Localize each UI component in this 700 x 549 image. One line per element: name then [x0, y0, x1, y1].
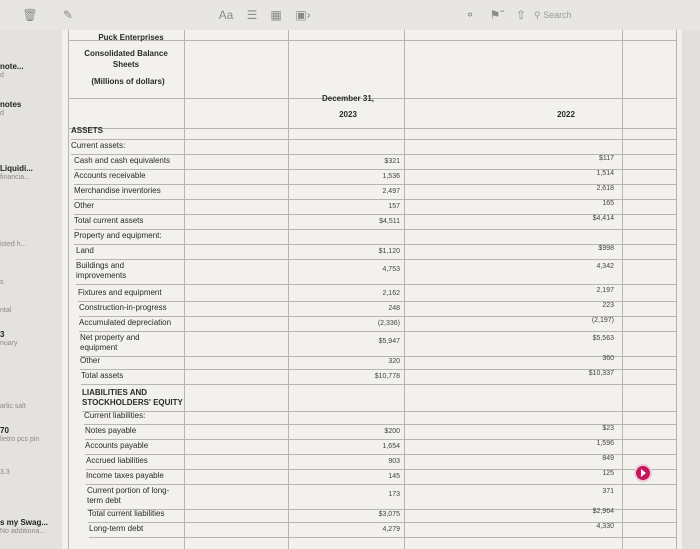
value-2023: (2,336) — [377, 320, 400, 327]
column-header-2023: 2023 — [339, 110, 357, 119]
value-2023: $1,120 — [378, 248, 400, 255]
row-divider — [82, 411, 676, 412]
sidebar-note-item[interactable]: 3 nuary — [0, 330, 18, 347]
row-label-continued: equipment — [80, 343, 118, 352]
row-label: Land — [76, 246, 94, 255]
value-2022: 849 — [602, 455, 614, 462]
row-label: Buildings and — [76, 261, 125, 270]
grid-line — [68, 30, 69, 549]
value-2022: 360 — [602, 355, 614, 362]
value-2022: $4,414 — [592, 215, 614, 222]
value-2022: 223 — [602, 302, 614, 309]
row-label: Current portion of long- — [87, 486, 170, 495]
value-2023: $321 — [384, 158, 400, 165]
toolbar — [0, 0, 700, 31]
collaborate-icon[interactable]: ⚬ — [464, 8, 476, 22]
row-label: LIABILITIES AND — [82, 388, 148, 397]
row-label: Total current assets — [74, 216, 144, 225]
compose-icon[interactable]: ✎ — [62, 8, 74, 22]
row-label-continued: STOCKHOLDERS' EQUITY — [82, 398, 183, 407]
row-label: Other — [74, 201, 95, 210]
value-2022: 2,197 — [596, 287, 614, 294]
row-label: Net property and — [80, 333, 140, 342]
row-divider — [81, 384, 676, 385]
row-divider — [74, 229, 676, 230]
value-2022: 1,596 — [596, 440, 614, 447]
row-label: Accrued liabilities — [86, 456, 148, 465]
value-2023: $200 — [384, 428, 400, 435]
value-2023: $10,778 — [374, 373, 400, 380]
value-2023: 173 — [388, 491, 400, 498]
value-2023: 1,654 — [382, 443, 400, 450]
value-2022: $998 — [598, 245, 614, 252]
search-icon: ⚲ — [534, 10, 541, 20]
value-2023: 4,279 — [382, 526, 400, 533]
grid-line — [404, 30, 405, 549]
value-2023: $4,511 — [379, 218, 400, 225]
row-label: Other — [80, 356, 101, 365]
row-label-continued: improvements — [76, 271, 127, 280]
format-text-button[interactable]: Aa — [218, 8, 234, 22]
value-2023: 2,162 — [382, 290, 400, 297]
value-2022: $2,964 — [592, 508, 614, 515]
row-divider — [79, 331, 676, 332]
media-icon[interactable]: ▣› — [295, 8, 311, 22]
row-label: Total current liabilities — [88, 509, 165, 518]
sidebar-note-item[interactable]: notes d — [0, 100, 22, 117]
value-2022: 125 — [602, 470, 614, 477]
column-header-2022: 2022 — [557, 110, 575, 119]
sidebar-note-item[interactable]: isted h... — [0, 241, 27, 248]
value-2022: $23 — [602, 425, 614, 432]
row-label: Accounts receivable — [74, 171, 146, 180]
row-label: Total assets — [81, 371, 124, 380]
value-2023: 320 — [388, 358, 400, 365]
grid-line — [676, 30, 677, 549]
row-divider — [86, 484, 676, 485]
row-label: Current assets: — [71, 141, 126, 150]
value-2022: 4,330 — [596, 523, 614, 530]
sidebar-note-item[interactable]: 3.3 — [0, 469, 10, 476]
row-divider — [89, 537, 676, 538]
value-2023: $5,947 — [378, 338, 400, 345]
company-name: Puck Enterprises — [98, 33, 164, 42]
row-label: Property and equipment: — [74, 231, 162, 240]
row-divider — [76, 284, 676, 285]
row-divider — [71, 139, 676, 140]
sidebar-note-item[interactable]: arlic salt — [0, 403, 26, 410]
value-2022: $5,563 — [592, 335, 614, 342]
sidebar-note-item[interactable]: Liquidi... financia... — [0, 164, 33, 181]
trash-icon[interactable]: 🗑 — [22, 8, 38, 22]
value-2023: 248 — [388, 305, 400, 312]
checklist-icon[interactable]: ☰ — [246, 8, 258, 22]
value-2022: 165 — [602, 200, 614, 207]
value-2023: 157 — [388, 203, 400, 210]
lock-icon[interactable]: ⚑ˇ — [489, 8, 505, 22]
row-label: Notes payable — [85, 426, 137, 435]
value-2022: 4,342 — [596, 263, 614, 270]
sidebar-note-item[interactable]: s my Swag... No additiona... — [0, 518, 49, 535]
row-label: Fixtures and equipment — [78, 288, 162, 297]
row-label: Cash and cash equivalents — [74, 156, 171, 165]
value-2022: $10,337 — [588, 370, 614, 377]
row-label-continued: term debt — [87, 496, 121, 505]
sidebar-note-item[interactable]: s — [0, 279, 4, 286]
row-label: Construction-in-progress — [79, 303, 167, 312]
value-2023: 145 — [388, 473, 400, 480]
value-2022: 371 — [602, 488, 614, 495]
value-2023: 1,536 — [382, 173, 400, 180]
sidebar-note-item[interactable]: 70 lietro pcs pin — [0, 426, 40, 443]
row-label: Accumulated depreciation — [79, 318, 172, 327]
value-2022: 1,514 — [596, 170, 614, 177]
sidebar-note-item[interactable]: note... d — [0, 62, 24, 79]
search-input[interactable] — [534, 7, 614, 23]
value-2023: 903 — [388, 458, 400, 465]
share-icon[interactable]: ⇧ — [515, 8, 527, 22]
sidebar-note-item[interactable]: ntal — [0, 307, 12, 314]
table-icon[interactable]: ▦ — [270, 8, 282, 22]
row-divider — [76, 259, 676, 260]
right-margin — [682, 30, 700, 549]
value-2023: 4,753 — [382, 266, 400, 273]
row-label: ASSETS — [71, 126, 104, 135]
grid-line — [68, 128, 676, 129]
notes-sidebar — [0, 30, 63, 549]
value-2023: 2,497 — [382, 188, 400, 195]
column-header-date: December 31, — [321, 94, 375, 103]
value-2022: $117 — [598, 155, 614, 162]
units-label: (Millions of dollars) — [91, 77, 165, 86]
search-placeholder: Search — [543, 10, 572, 20]
row-label: Merchandise inventories — [74, 186, 161, 195]
row-label: Accounts payable — [85, 441, 149, 450]
record-button[interactable] — [634, 464, 652, 482]
grid-line — [184, 30, 185, 549]
grid-line — [622, 30, 623, 549]
value-2023: $3,075 — [378, 511, 400, 518]
row-label: Current liabilities: — [84, 411, 146, 420]
grid-line — [288, 30, 289, 549]
value-2022: 2,618 — [596, 185, 614, 192]
row-label: Income taxes payable — [86, 471, 164, 480]
statement-title-2: Sheets — [112, 60, 140, 69]
value-2022: (2,197) — [591, 317, 614, 324]
balance-sheet-image — [62, 30, 682, 549]
row-label: Long-term debt — [89, 524, 144, 533]
statement-title: Consolidated Balance — [84, 49, 168, 58]
